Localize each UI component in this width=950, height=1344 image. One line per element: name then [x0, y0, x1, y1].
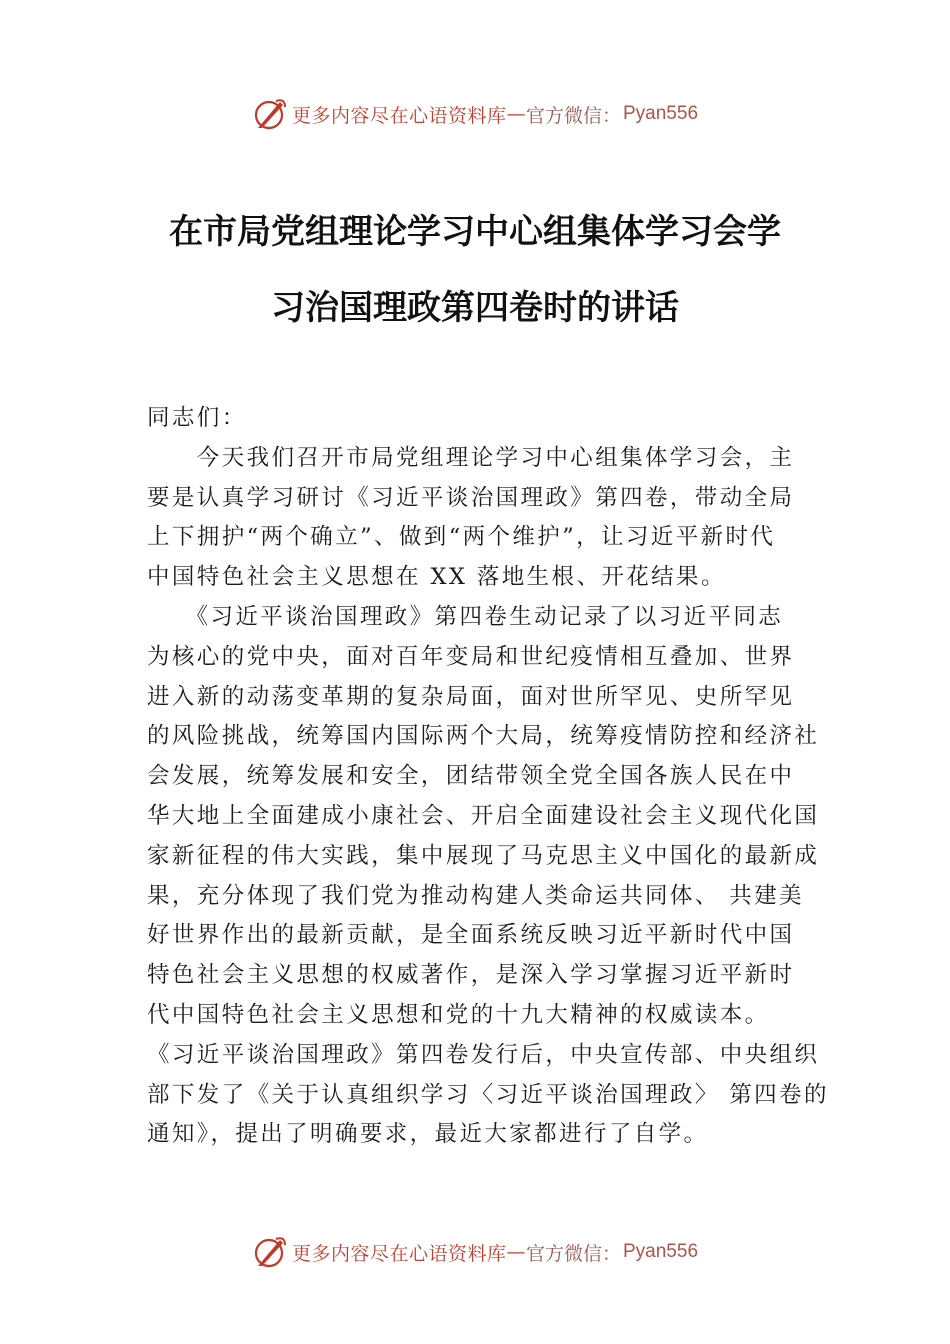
- footer-banner: [0, 1230, 950, 1274]
- body-line: 同志们：: [147, 405, 247, 431]
- body-line: 好世界作出的最新贡献，是全面系统反映习近平新时代中国: [147, 922, 795, 949]
- quill-logo-icon: [252, 1234, 288, 1270]
- body-line: 中国特色社会主义思想在 XX 落地生根、开花结果。: [147, 564, 726, 591]
- body-line: 的风险挑战，统筹国内国际两个大局，统筹疫情防控和经济社: [147, 723, 820, 750]
- body-line: 《习近平谈治国理政》第四卷发行后，中央宣传部、中央组织: [147, 1041, 820, 1068]
- body-line: 通知》，提出了明确要求，最近大家都进行了自学。: [147, 1121, 709, 1148]
- header-banner: [0, 92, 950, 136]
- wechat-label: 官方微信：: [525, 104, 621, 127]
- wechat-id: Pyan556: [623, 103, 699, 124]
- body-line: 《习近平谈治国理政》第四卷生动记录了以习近平同志: [147, 604, 784, 630]
- quill-logo-icon: [252, 96, 288, 132]
- document-title-line-1: 在市局党组理论学习中心组集体学习会学: [169, 212, 781, 252]
- promo-dash: —: [506, 103, 526, 125]
- body-line: 部下发了《关于认真组织学习〈习近平谈治国理政〉 第四卷的: [147, 1081, 829, 1108]
- body-line: 华大地上全面建成小康社会、开启全面建设社会主义现代化国: [147, 803, 820, 829]
- body-line: 上下拥护“两个确立”、做到“两个维护”，让习近平新时代: [147, 524, 776, 551]
- body-line: 会发展，统筹发展和安全，团结带领全党全国各族人民在中: [147, 763, 795, 790]
- promo-dash: —: [506, 1241, 526, 1263]
- wechat-id: Pyan556: [623, 1241, 699, 1262]
- body-line: 家新征程的伟大实践，集中展现了马克思主义中国化的最新成: [147, 842, 820, 869]
- body-line: 特色社会主义思想的权威著作，是深入学习掌握习近平新时: [147, 962, 795, 989]
- body-line: 要是认真学习研讨《习近平谈治国理政》第四卷，带动全局: [147, 484, 795, 511]
- promo-text: 更多内容尽在心语资料库: [291, 104, 507, 127]
- body-line: 代中国特色社会主义思想和党的十九大精神的权威读本。: [147, 1002, 770, 1028]
- body-line: 果，充分体现了我们党为推动构建人类命运共同体、 共建美: [147, 882, 804, 909]
- promo-text: 更多内容尽在心语资料库: [291, 1242, 507, 1265]
- body-line: 今天我们召开市局党组理论学习中心组集体学习会，主: [147, 444, 795, 471]
- body-line: 进入新的动荡变革期的复杂局面，面对世所罕见、史所罕见: [147, 683, 795, 710]
- wechat-label: 官方微信：: [525, 1242, 621, 1265]
- body-line: 为核心的党中央，面对百年变局和世纪疫情相互叠加、世界: [147, 643, 795, 670]
- document-title-line-2: 习治国理政第四卷时的讲话: [271, 288, 679, 328]
